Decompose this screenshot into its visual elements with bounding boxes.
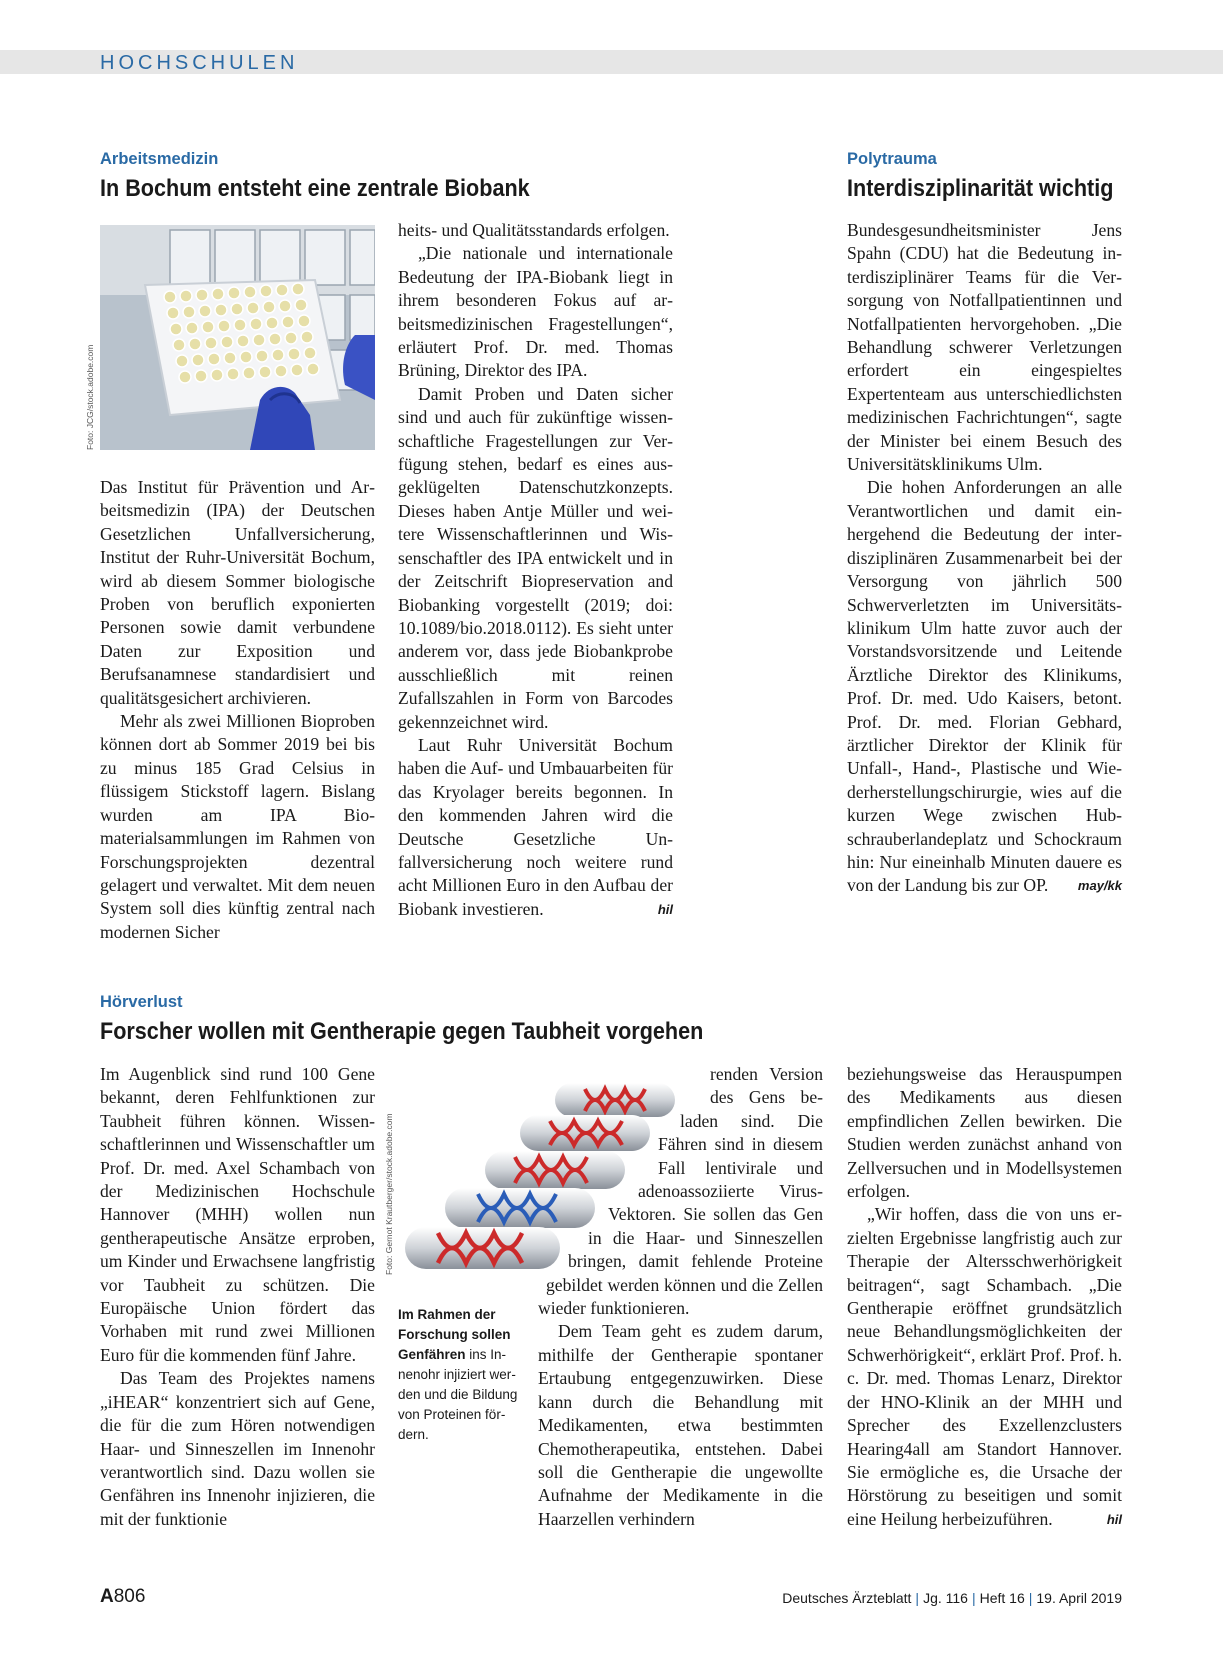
article3-col2-paragraph: Dem Team geht es zudem darum, mithilfe der Gentherapie spontaner Ertaubung entgegenzuwirken. Diese kann durch die Behandlung mit Medikamenten, etwa bestimmten Chemotherapeutika, entstehen. Dabei soll die Gentherapie die ungewollte Aufnahme der Medikamente in die Haarzellen verhindern xyxy=(538,1321,823,1529)
article2-column xyxy=(847,219,1122,898)
footer-issue: Heft 16 xyxy=(979,1590,1025,1606)
article1-col2-paragraph xyxy=(398,734,673,921)
article2-kicker: Polytrauma xyxy=(847,150,937,168)
page-letter: A xyxy=(100,1586,114,1607)
article3-photo-credit: Foto: Gernot Krautberger/stock.adobe.com xyxy=(384,1113,394,1275)
caption-bold: Im Rahmen der Forschung sollen Genfähren xyxy=(398,1307,511,1362)
section-label: HOCHSCHULEN xyxy=(100,52,299,74)
article2-paragraph: Bundesgesundheitsminister Jens Spahn (CDU) hat die Bedeutung interdisziplinärer Teams für die Versorgung von Notfallpatientinnen und Notfallpatienten hervorgehoben. „Die Behandlung schwerer Verletzungen erfordert ein eingespieltes Expertenteam aus unterschiedlichsten medizinischen Fachrichtungen“, sagte der Minister bei einem Besuch des Universitätsklinikums Ulm. xyxy=(847,220,1122,475)
article2-last-text: Die hohen Anforderungen an alle Verantwortlichen und damit einhergehend die Bedeutung der interdisziplinären Zusammenarbeit bei der Versorgung von jährlich 500 Schwerverletzten im Universitätsklinikum Ulm hatte zuvor auch der Vorstandsvorsitzende und Leitende Ärztliche Direktor des Klinikums, Prof. Dr. med. Udo Kaisers, betont. Prof. Dr. med. Florian Gebhard, ärztlicher Direktor der Klinik für Unfall-, Hand-, Plastische und Wiederherstellungschirurgie, wies auf die kurzen Wege zwischen Hubschrauberlandeplatz und Schockraum hin: Nur eineinhalb Minuten dauere es von der Landung bis zur OP. xyxy=(847,477,1122,896)
article3-signature: hil xyxy=(1106,1511,1122,1527)
article3-col3-last-text: „Wir hoffen, dass die von uns erzielten Ergebnisse langfristig auch zur Therapie der Altersschwerhörigkeit beitragen“, sagt Schambach. „Die Gentherapie eröffnet grundsätzlich neue Behandlungsmöglichkeiten der Schwerhörigkeit“, erklärt Prof. Prof. h. c. Dr. med. Thomas Lenarz, Direktor der HNO-Klinik an der MHH und Sprecher des Exzellenzclusters Hearing4all am Standort Hannover. Sie ermögliche es, die Ursache der Hörstörung zu beseitigen und somit eine Heilung herbeizuführen. xyxy=(847,1204,1122,1529)
article1-col2-last-text: Laut Ruhr Universität Bochum haben die Auf- und Umbauarbeiten für das Kryolager bereits begonnen. In den kommenden Jahren wird die Deutsche Gesetzliche Unfallversicherung noch weitere rund acht Millionen Euro in den Aufbau der Biobank investieren. xyxy=(398,734,673,919)
article1-col1-paragraph: Mehr als zwei Millionen Bioproben können dort ab Sommer 2019 bei bis zu minus 185 Grad Celsius in flüssigem Stickstoff lagern. Bislang wurden am IPA Biomaterialsammlungen im Rahmen von Forschungsprojekten dezentral gelagert und verwaltet. Mit dem neuen System soll dies künftig zentral nach modernen Sicher xyxy=(100,711,375,942)
footer-citation: Deutsches Ärzteblatt | Jg. 116 | Heft 16 | 19. April 2019 xyxy=(782,1590,1122,1606)
article1-signature: hil xyxy=(657,901,673,917)
article3-col3-paragraph: beziehungsweise das Herauspumpen des Medikaments aus diesen empfindlichen Zellen bewirken. Die Studien werden zunächst anhand von Zellversuchen und in Modellsystemen erfolgen. xyxy=(847,1064,1122,1202)
page-number xyxy=(100,1586,145,1608)
article3-column-3 xyxy=(847,1063,1122,1531)
article1-col1-paragraph: Das Institut für Prävention und Arbeitsmedizin (IPA) der Deutschen Gesetzlichen Unfallversicherung, Institut der Ruhr-Universität Bochum, wird ab diesem Sommer biologische Proben von beruflich exponierten Personen sowie damit verbundene Daten zur Exposition und Berufsanamnese standardisiert und qualitätsgesichert archivieren. xyxy=(100,477,375,708)
article1-col2-paragraph: Damit Proben und Daten sicher sind und auch für zukünftige wissenschaftliche Fragestellungen zur Verfügung stehen, bedarf es eines ausgeklügelten Datenschutzkonzepts. Dieses haben Antje Müller und weitere Wissenschaftlerinnen und Wissenschaftler des IPA entwickelt und in der Zeitschrift Biopreservation and Biobanking vorgestellt (2019; doi: 10.1089/bio.2018.0112). Es sieht unter anderem vor, dass jede Biobankprobe ausschließlich mit reinen Zufallszahlen in Form von Barcodes gekennzeichnet wird. xyxy=(398,383,673,732)
article3-photo-caption xyxy=(398,1305,528,1445)
article3-col3-paragraph xyxy=(847,1203,1122,1531)
article3-column-1 xyxy=(100,1063,375,1531)
article1-photo-credit: Foto: JCG/stock.adobe.com xyxy=(85,344,95,450)
article1-col2-paragraph: „Die nationale und internationale Bedeutung der IPA-Biobank liegt in ihrem besonderen Fokus auf arbeitsmedizinischen Fragestellungen“, erläutert Prof. Dr. med. Thomas Brüning, Direktor des IPA. xyxy=(398,243,673,381)
article2-headline: Interdisziplinarität wichtig xyxy=(847,175,1114,202)
article3-col1-paragraph: Im Augenblick sind rund 100 Gene bekannt, deren Fehlfunktionen zur Taubheit führen können. Wissenschaftlerinnen und Wissenschaftler um Prof. Dr. med. Axel Schambach von der Medizinischen Hochschule Hannover (MHH) wollen nun gentherapeutische Ansätze erproben, um Kinder und Erwachsene langfristig vor Taubheit zu schützen. Die Europäische Union fördert das Vorhaben mit rund zwei Millionen Euro für die kommenden fünf Jahre. xyxy=(100,1064,375,1365)
article1-headline: In Bochum entsteht eine zentrale Biobank xyxy=(100,175,530,202)
biobank-photo xyxy=(100,225,375,450)
article1-column-2 xyxy=(398,219,673,921)
footer-volume: Jg. 116 xyxy=(923,1590,968,1606)
article2-signature: may/kk xyxy=(1077,878,1122,894)
article1-col2-paragraph: heits- und Qualitätsstandards erfolgen. xyxy=(398,220,670,240)
article3-col1-paragraph: Das Team des Projektes namens „iHEAR“ konzentriert sich auf Gene, die für die zum Hören notwendigen Haar- und Sinneszellen im Innenohr verantwortlich sind. Dazu wollen sie Genfähren ins Innenohr injizieren, die mit der funktionie xyxy=(100,1368,375,1529)
footer-date: 19. April 2019 xyxy=(1036,1590,1122,1606)
article1-kicker: Arbeitsmedizin xyxy=(100,150,219,168)
article3-kicker: Hörverlust xyxy=(100,993,183,1011)
article3-col2-paragraph: renden Version des Gens beladen sind. Die Fähren sind in diesem Fall lentivirale und adenoassoziierte Virus-Vektoren. Sie sollen das Gen in die Haar- und Sinneszellen bringen, damit fehlende Proteine gebildet werden können und die Zellen wieder funktionieren. xyxy=(538,1064,823,1319)
article2-paragraph xyxy=(847,476,1122,897)
page-number-value: 806 xyxy=(113,1586,146,1607)
caption-rest: ins Innenohr injiziert werden und die Bildung von Proteinen fördern. xyxy=(398,1347,518,1442)
article3-column-2 xyxy=(538,1063,823,1531)
footer-journal: Deutsches Ärzteblatt xyxy=(782,1590,912,1606)
article1-column-1 xyxy=(100,476,375,944)
article3-headline: Forscher wollen mit Gentherapie gegen Taubheit vorgehen xyxy=(100,1018,704,1045)
